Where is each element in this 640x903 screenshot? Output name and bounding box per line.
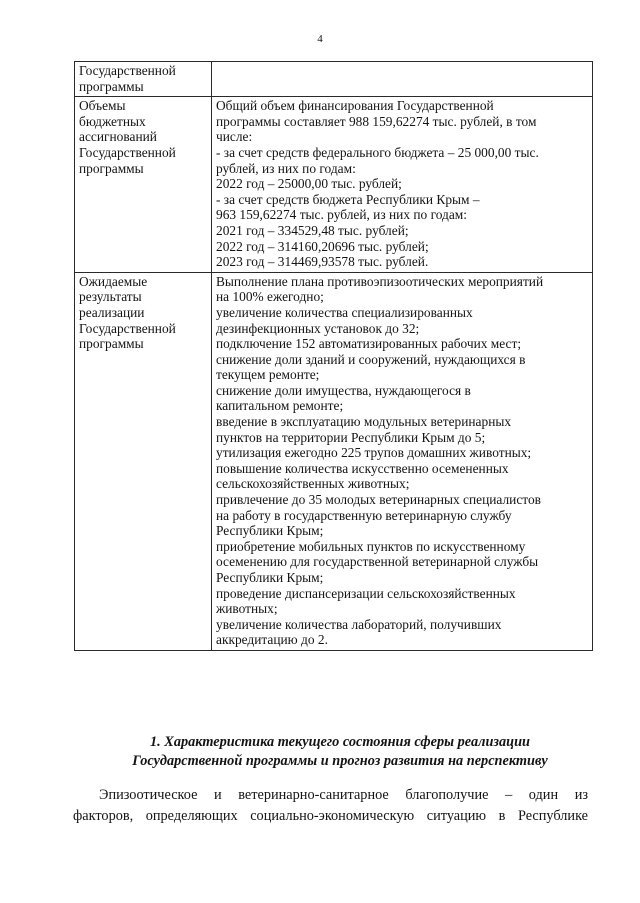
row-value-line: проведение диспансеризации сельскохозяйственных	[216, 585, 516, 601]
section-heading-line: Государственной программы и прогноз развития на перспективу	[132, 753, 548, 769]
row-value-line: числе:	[216, 129, 253, 145]
row-label-line: реализации	[79, 304, 145, 320]
row-label-line: программы	[79, 160, 144, 176]
row-value-line: Выполнение плана противоэпизоотических мероприятий	[216, 273, 544, 289]
table-row	[75, 97, 593, 273]
row-value-line: подключение 152 автоматизированных рабочих мест;	[216, 336, 522, 352]
row-value-line: увеличение количества лабораторий, получивших	[216, 616, 502, 632]
row-value-line: капитальном ремонте;	[216, 398, 344, 414]
row-value-line: Республики Крым;	[216, 570, 324, 585]
row-label-cell	[75, 272, 212, 650]
row-value-line: 2021 год – 334529,48 тыс. рублей;	[216, 222, 409, 238]
row-value-line: животных;	[216, 601, 278, 617]
row-value-line: текущем ремонте;	[216, 367, 320, 383]
row-value-line: привлечение до 35 молодых ветеринарных специалистов	[216, 492, 541, 508]
row-value-line: - за счет средств федерального бюджета – 25 000,00 тыс.	[216, 144, 539, 160]
body-text-line: Эпизоотическое и ветеринарно-санитарное благополучие – один из	[99, 787, 588, 803]
row-value-line: сельскохозяйственных животных;	[216, 476, 410, 492]
row-value-line: Общий объем финансирования Государственной	[216, 98, 494, 114]
row-label-line: программы	[79, 78, 144, 94]
row-value-line: программы составляет 988 159,62274 тыс. рублей, в том	[216, 113, 537, 129]
row-value-cell	[212, 97, 593, 273]
body-paragraph	[73, 785, 588, 827]
row-value-line: 2022 год – 314160,20696 тыс. рублей;	[216, 238, 429, 254]
row-value-line: аккредитацию до 2.	[216, 632, 328, 648]
row-value-line: приобретение мобильных пунктов по искусственному	[216, 538, 526, 554]
row-label-line: результаты	[79, 289, 142, 305]
row-label-line: Объемы	[79, 98, 126, 114]
page-number: 4	[317, 33, 323, 45]
row-value-line: 2023 год – 314469,93578 тыс. рублей.	[216, 254, 429, 270]
row-value-line: на работу в государственную ветеринарную службу	[216, 507, 512, 523]
row-value-line: введение в эксплуатацию модульных ветеринарных	[216, 414, 512, 430]
row-value-line: увеличение количества специализированных	[216, 304, 473, 320]
row-value-line: пунктов на территории Республики Крым до 5;	[216, 429, 486, 445]
row-label-line: Государственной	[79, 144, 176, 160]
row-value-line: снижение доли имущества, нуждающегося в	[216, 382, 471, 398]
row-value-line: Республики Крым;	[216, 523, 324, 539]
row-label-line: Ожидаемые	[79, 273, 148, 289]
table-row	[75, 62, 593, 97]
row-label-line: ассигнований	[79, 129, 157, 145]
row-label-line: Государственной	[79, 63, 176, 78]
row-label-cell	[75, 97, 212, 273]
row-value-line: дезинфекционных установок до 32;	[216, 320, 420, 336]
body-text-line: факторов, определяющих социально-экономическую ситуацию в Республике	[73, 808, 588, 824]
table-row	[75, 272, 593, 650]
section-heading	[100, 733, 580, 771]
row-value-line: рублей, из них по годам:	[216, 160, 356, 176]
row-value-line: повышение количества искусственно осемененных	[216, 460, 509, 476]
row-value-line: 2022 год – 25000,00 тыс. рублей;	[216, 176, 402, 192]
row-value-line: снижение доли зданий и сооружений, нуждающихся в	[216, 351, 526, 367]
program-passport-table	[74, 61, 593, 651]
row-value-line: 963 159,62274 тыс. рублей, из них по годам:	[216, 207, 467, 223]
row-value-line: утилизация ежегодно 225 трупов домашних животных;	[216, 445, 532, 461]
row-value-line: на 100% ежегодно;	[216, 289, 324, 305]
row-label-line: бюджетных	[79, 113, 146, 129]
row-label-line: программы	[79, 336, 144, 352]
row-value-cell	[212, 272, 593, 650]
row-value-line: - за счет средств бюджета Республики Крым –	[216, 191, 480, 207]
row-value-line: осеменению для государственной ветеринарной службы	[216, 554, 539, 570]
row-value-cell	[212, 62, 593, 97]
row-label-line: Государственной	[79, 320, 176, 336]
section-heading-line: 1. Характеристика текущего состояния сферы реализации	[150, 734, 530, 750]
row-label-cell	[75, 62, 212, 97]
